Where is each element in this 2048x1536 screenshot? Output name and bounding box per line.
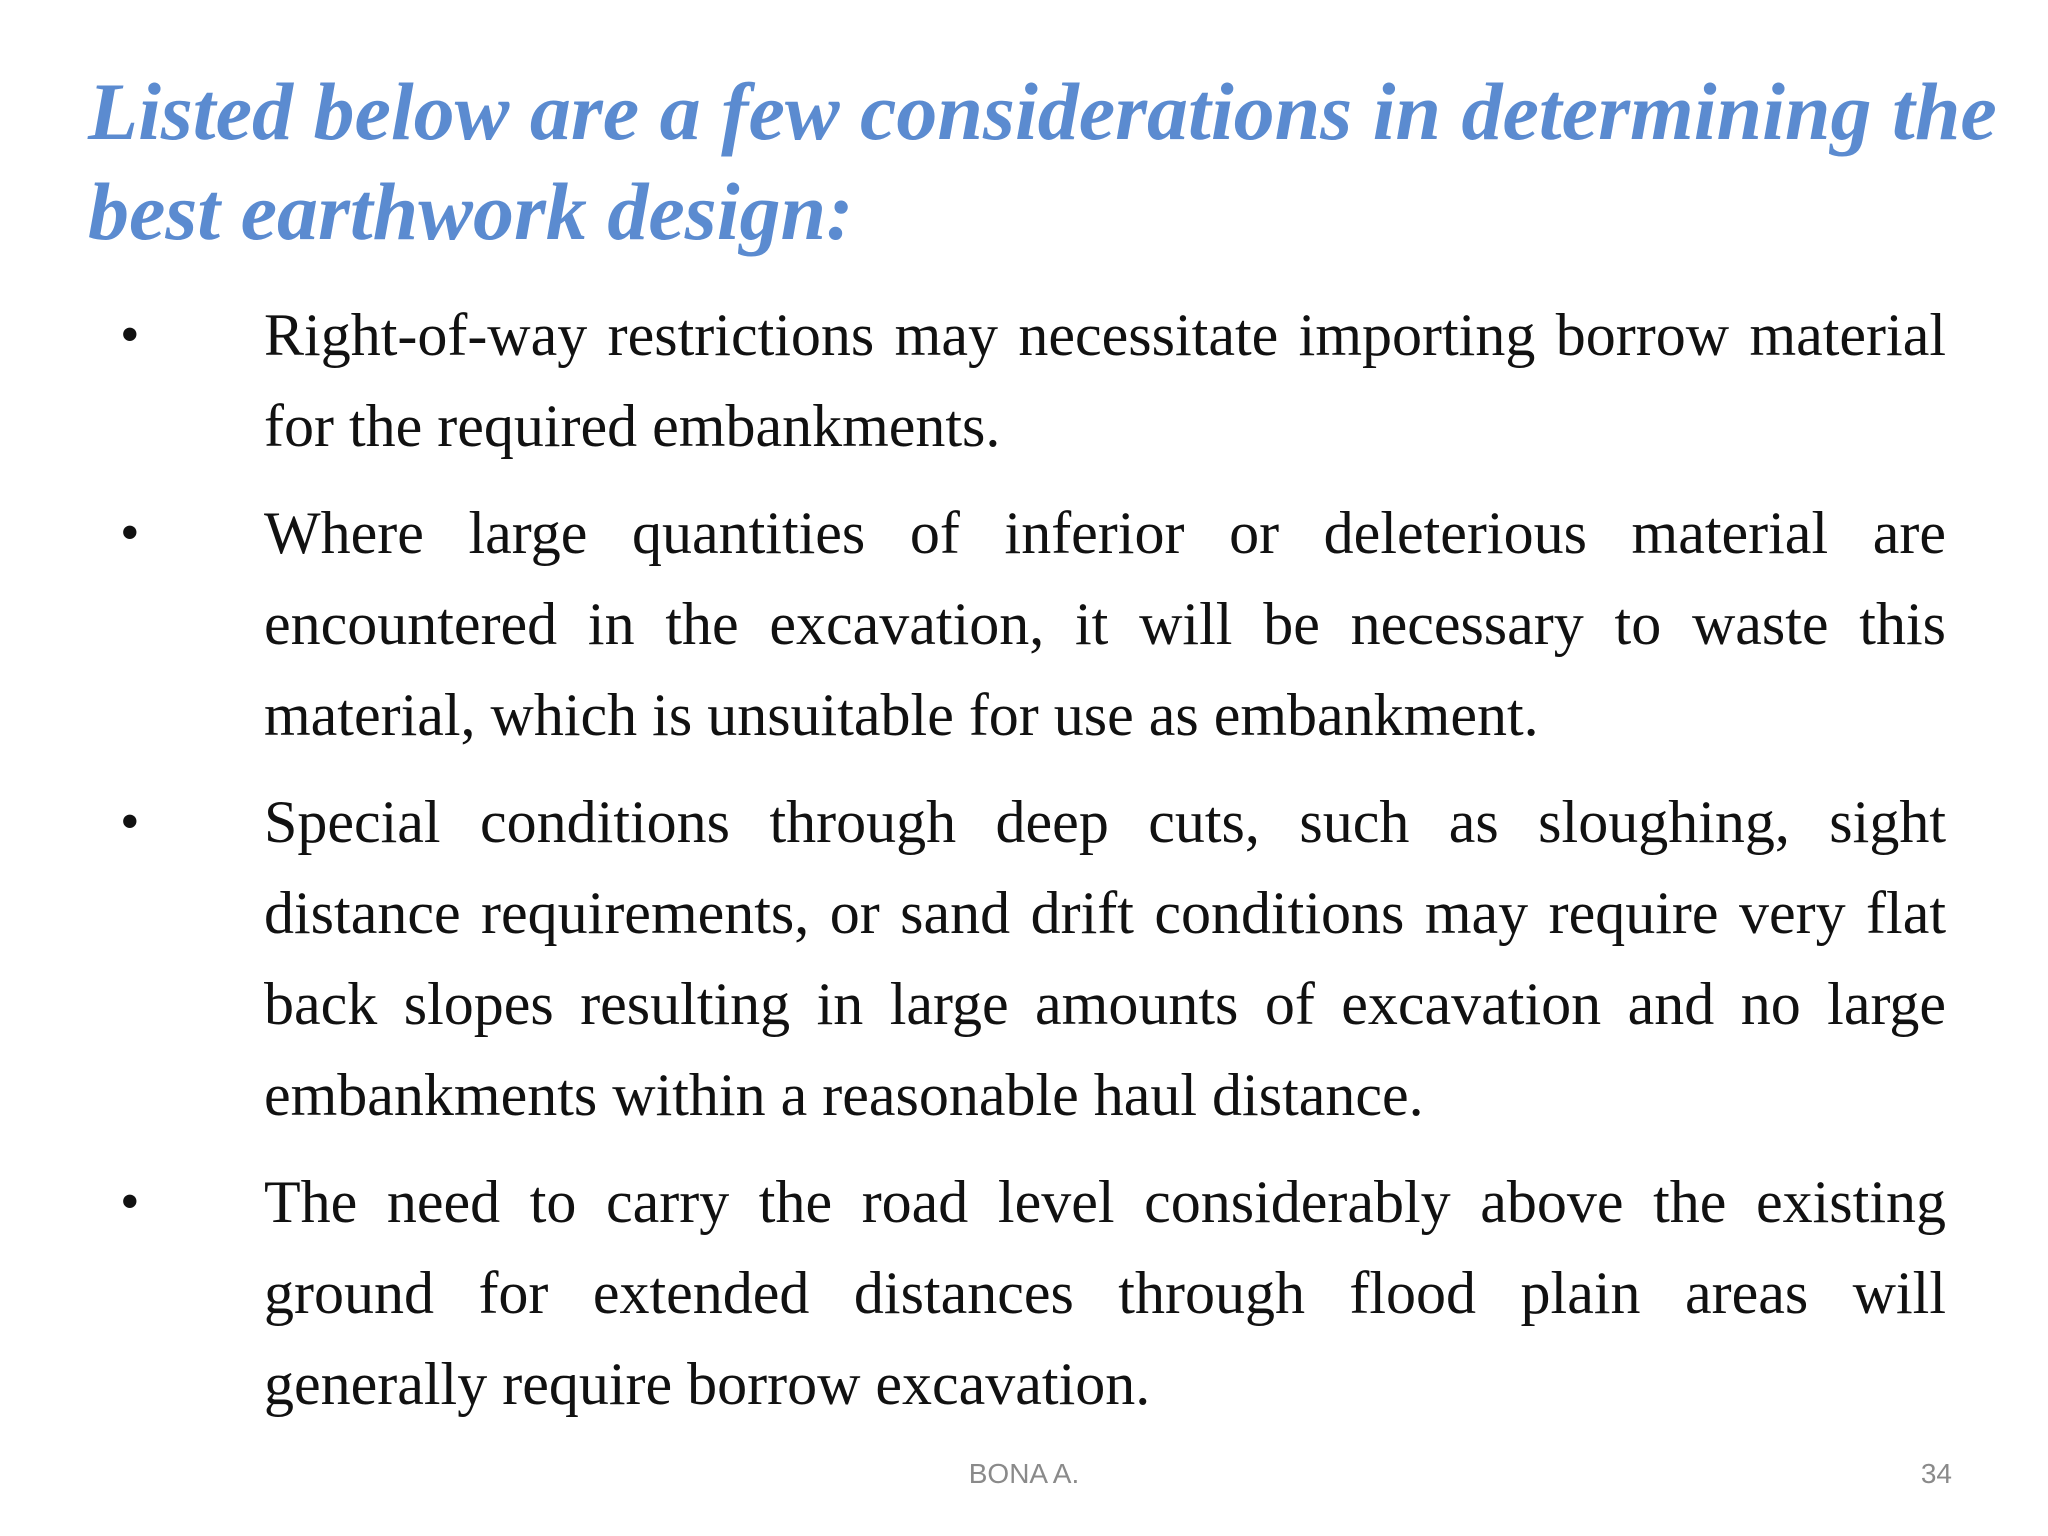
page-number: 34 <box>1920 1458 1952 1489</box>
bullet-marker: • <box>120 1171 140 1233</box>
bullet-item-1 <box>120 290 1946 472</box>
footer-author: BONA A. <box>968 1458 1080 1489</box>
bullet-text: Special conditions through deep cuts, such as sloughing, sight distance requirements, or sand drift conditions may require very flat back slopes resulting in large amounts of excavation and no large embankments within a reasonable haul distance. <box>264 789 1946 1128</box>
bullet-text: The need to carry the road level considerably above the existing ground for extended distances through flood plain areas will generally require borrow excavation. <box>264 1169 1946 1417</box>
bullet-marker: • <box>120 502 140 564</box>
bullet-item-2 <box>120 488 1946 761</box>
bullet-text: Right-of-way restrictions may necessitate importing borrow material for the required embankments. <box>264 302 1946 459</box>
bullet-item-3 <box>120 777 1946 1141</box>
bullet-list <box>120 290 1946 1446</box>
bullet-marker: • <box>120 304 140 366</box>
slide-title: Listed below are a few considerations in determining the best earthwork design: <box>88 66 1997 257</box>
bullet-item-4 <box>120 1157 1946 1430</box>
bullet-marker: • <box>120 791 140 853</box>
bullet-text: Where large quantities of inferior or deleterious material are encountered in the excavation, it will be necessary to waste this material, which is unsuitable for use as embankment. <box>264 500 1946 748</box>
